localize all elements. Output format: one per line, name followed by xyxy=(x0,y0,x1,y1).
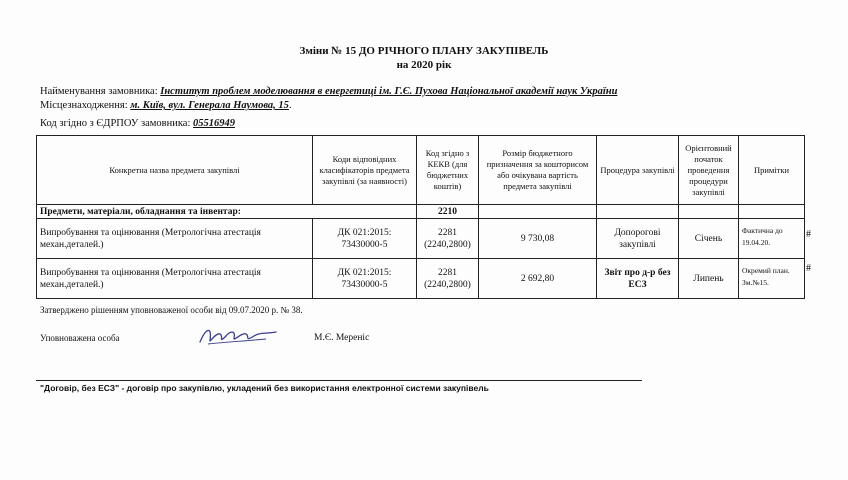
title-line-2: на 2020 рік xyxy=(396,59,452,71)
header-item-name: Конкретна назва предмета закупівлі xyxy=(37,136,313,205)
section-empty-cell xyxy=(479,205,597,219)
customer-name-line xyxy=(40,86,617,97)
row-mark: # xyxy=(806,229,811,240)
row-classifier-code: ДК 021:2015: 73430000-5 xyxy=(313,219,417,259)
row-classifier-code: ДК 021:2015: 73430000-5 xyxy=(313,259,417,299)
customer-name-value: Інститут проблем моделювання в енергетиці ім. Г.Є. Пухова Національної академії наук України xyxy=(160,86,618,97)
footnote-divider xyxy=(36,380,642,381)
document-title xyxy=(0,44,848,72)
table-row xyxy=(37,219,805,259)
customer-location-line xyxy=(40,100,292,111)
row-note: Фактична до 19.04.20. xyxy=(739,219,805,259)
row-procedure: Допорогові закупівлі xyxy=(597,219,679,259)
section-label: Предмети, матеріали, обладнання та інвентар: xyxy=(37,205,417,219)
table-header-row xyxy=(37,136,805,205)
row-kekv-code: 2281 (2240,2800) xyxy=(417,259,479,299)
customer-location-suffix: . xyxy=(288,100,292,111)
header-start-date: Орієнтовний початок проведення процедури закупівлі xyxy=(679,136,739,205)
header-budget-amount: Розмір бюджетного призначення за кошторисом або очікувана вартість предмета закупівлі xyxy=(479,136,597,205)
customer-edrpou-label: Код згідно з ЄДРПОУ замовника: xyxy=(40,118,191,129)
section-row xyxy=(37,205,805,219)
section-empty-cell xyxy=(679,205,739,219)
title-line-1: Зміни № 15 ДО РІЧНОГО ПЛАНУ ЗАКУПІВЕЛЬ xyxy=(299,45,549,57)
row-start-month: Липень xyxy=(679,259,739,299)
authorized-person-name: М.Є. Мереніс xyxy=(314,333,370,343)
section-empty-cell xyxy=(739,205,805,219)
row-item-name: Випробування та оцінювання (Метрологічна атестація механ.деталей.) xyxy=(37,219,313,259)
section-empty-cell xyxy=(597,205,679,219)
row-procedure: Звіт про д-р без ЕСЗ xyxy=(597,259,679,299)
row-item-name: Випробування та оцінювання (Метрологічна атестація механ.деталей.) xyxy=(37,259,313,299)
row-mark: # xyxy=(806,263,811,274)
header-classifier-code: Коди відповідних класифікаторів предмета закупівлі (за наявності) xyxy=(313,136,417,205)
header-procedure: Процедура закупівлі xyxy=(597,136,679,205)
footnote: "Договір, без ЕСЗ" - договір про закупівлю, укладений без використання електронної системи закупівель xyxy=(40,383,489,393)
customer-location-value: м. Київ, вул. Генерала Наумова, 15 xyxy=(130,100,289,111)
row-amount: 2 692,80 xyxy=(479,259,597,299)
customer-edrpou-line xyxy=(40,118,235,129)
customer-name-label: Найменування замовника: xyxy=(40,86,158,97)
row-note: Окремий план. Зм.№15. xyxy=(739,259,805,299)
procurement-plan-table xyxy=(36,135,805,299)
customer-edrpou-value: 05516949 xyxy=(193,118,235,129)
header-kekv-code: Код згідно з КЕКВ (для бюджетних коштів) xyxy=(417,136,479,205)
row-amount: 9 730,08 xyxy=(479,219,597,259)
section-kekv: 2210 xyxy=(417,205,479,219)
row-kekv-code: 2281 (2240,2800) xyxy=(417,219,479,259)
approval-text: Затверджено рішенням уповноваженої особи від 09.07.2020 р. № 38. xyxy=(40,305,303,315)
customer-location-label: Місцезнаходження: xyxy=(40,100,128,111)
row-start-month: Січень xyxy=(679,219,739,259)
handwritten-signature xyxy=(196,322,280,348)
table-row xyxy=(37,259,805,299)
header-notes: Примітки xyxy=(739,136,805,205)
authorized-person-label: Уповноважена особа xyxy=(40,333,120,343)
